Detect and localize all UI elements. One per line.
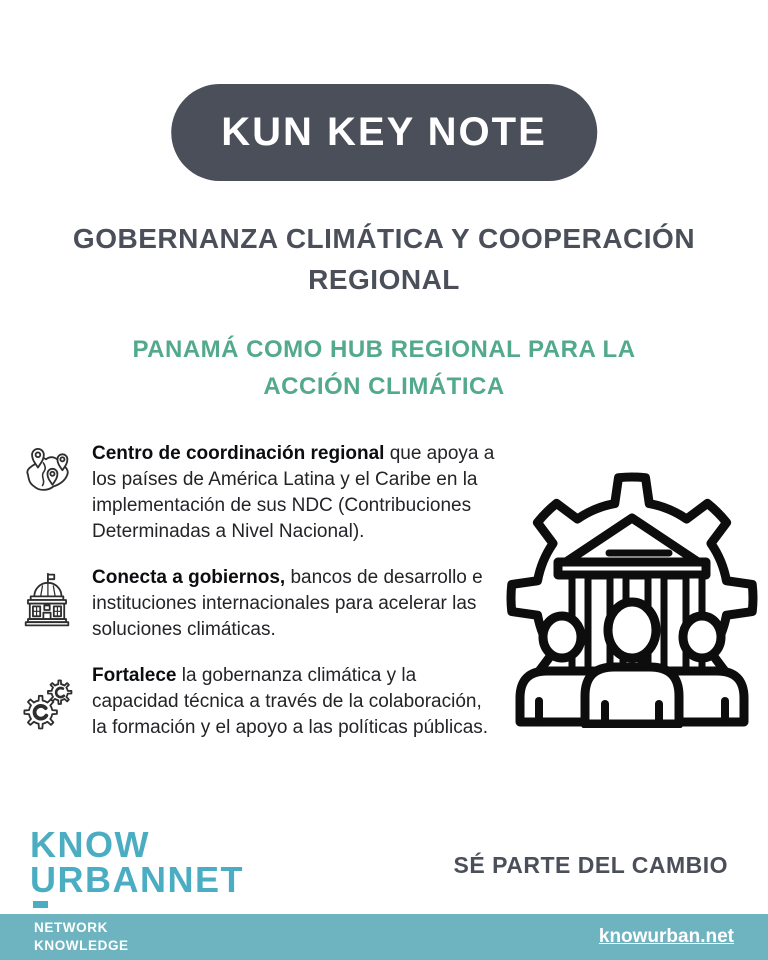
bullet-lead: Fortalece: [92, 665, 177, 687]
list-item: [16, 663, 502, 741]
bullet-text: Conecta a gobiernos, bancos de desarrollo e instituciones internacionales para acelerar las soluciones climáticas.: [92, 567, 483, 641]
page-subtitle: PANAMÁ COMO HUB REGIONAL PARA LA ACCIÓN CLIMÁTICA: [132, 336, 636, 401]
bullet-lead: Conecta a gobiernos,: [92, 567, 286, 589]
footer-tagline: NETWORK KNOWLEDGE: [34, 919, 129, 953]
keynote-badge: [171, 84, 597, 181]
bullet-list: [16, 441, 502, 761]
knowurban-logo: [30, 824, 244, 901]
logo-line2: URBANNET: [30, 859, 244, 901]
map-pins-icon: [16, 443, 78, 545]
logo-dash: [33, 901, 48, 908]
governance-gear-people-icon: [502, 458, 762, 728]
bullet-text: Centro de coordinación regional que apoya a los países de América Latina y el Caribe en la implementación de sus NDC (Contribuciones Determinadas a Nivel Nacional).: [92, 443, 495, 543]
list-item: [16, 565, 502, 643]
footer-link[interactable]: knowurban.net: [598, 926, 734, 947]
cta-text: SÉ PARTE DEL CAMBIO: [453, 852, 728, 878]
government-building-icon: [16, 571, 78, 643]
bullet-text: Fortalece la gobernanza climática y la capacidad técnica a través de la colaboración, la formación y el apoyo a las políticas públicas.: [92, 665, 489, 739]
page-title: GOBERNANZA CLIMÁTICA Y COOPERACIÓN REGIONAL: [72, 223, 696, 295]
footer-bar: [0, 914, 768, 960]
bullet-lead: Centro de coordinación regional: [92, 443, 385, 464]
list-item: [16, 441, 502, 545]
logo-line1: KNOW: [30, 824, 150, 865]
keynote-badge-label: KUN KEY NOTE: [221, 110, 547, 154]
gears-icon: [16, 675, 78, 741]
